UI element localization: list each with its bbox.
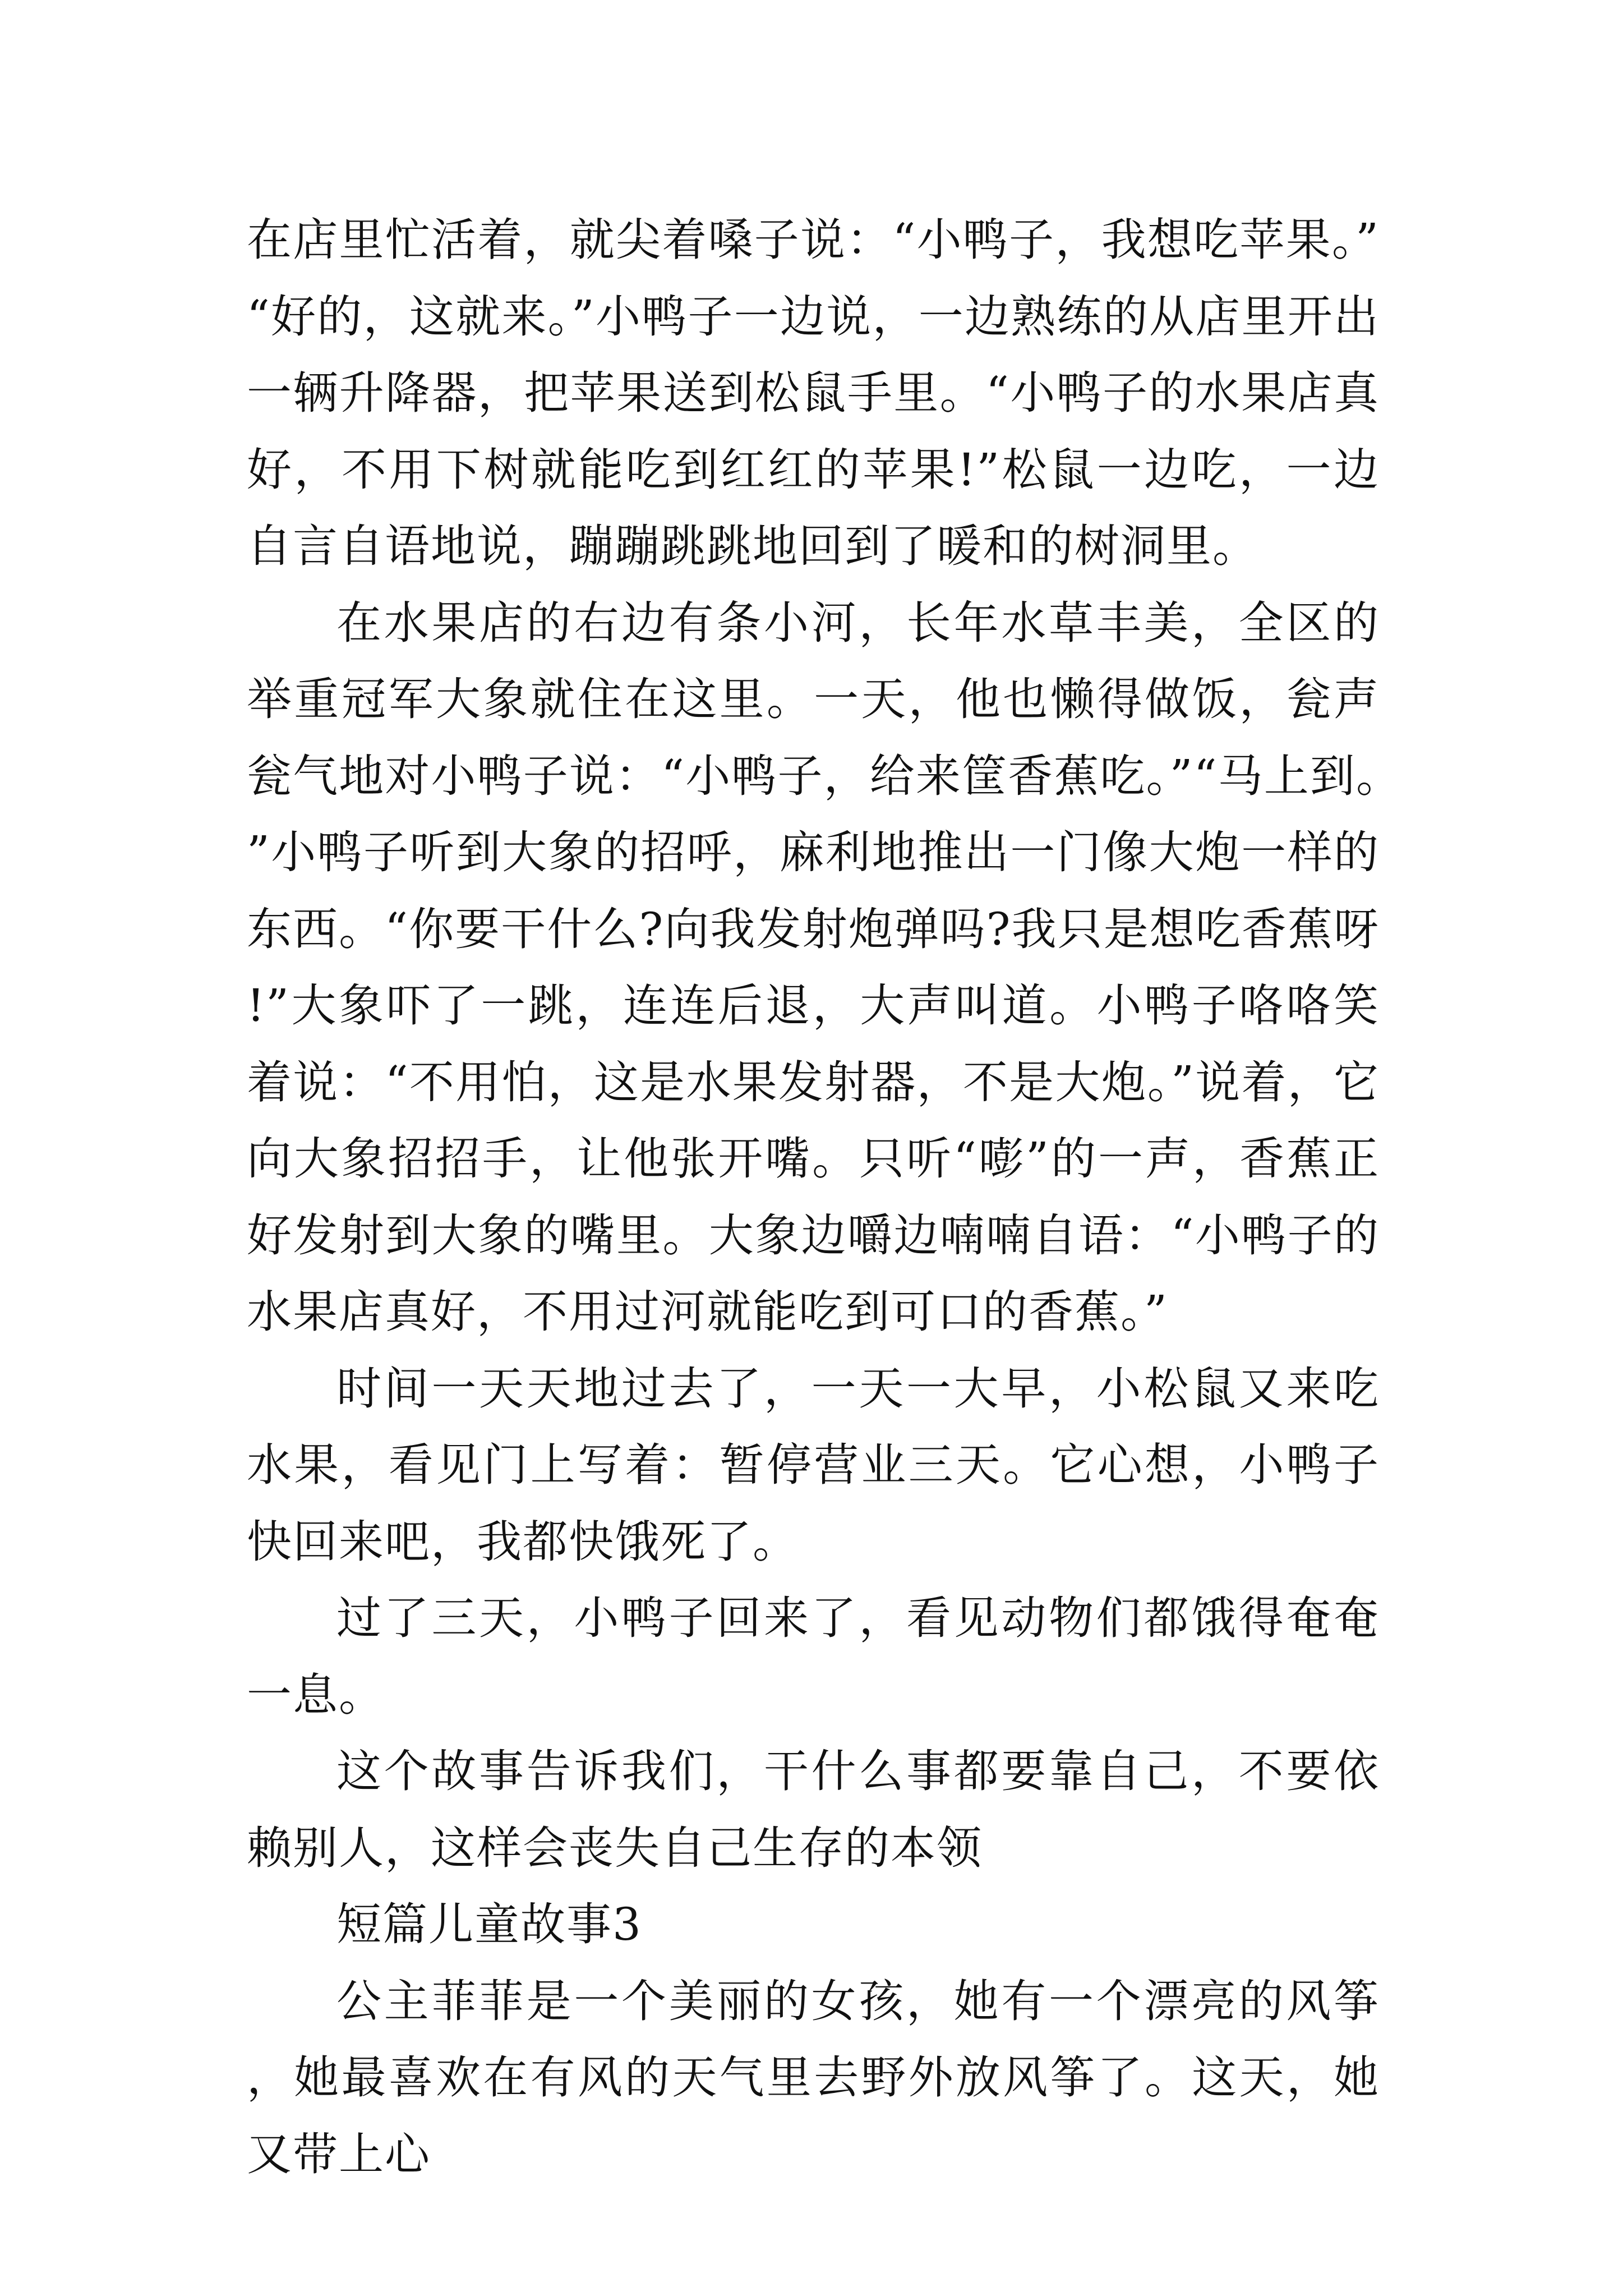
document-body (247, 202, 1380, 2193)
paragraph-continuation: 在店里忙活着，就尖着嗓子说：“小鸭子，我想吃苹果。”“好的，这就来。”小鸭子一边说，一边熟练的从店里开出一辆升降器，把苹果送到松鼠手里。“小鸭子的水果店真好，不用下树就能吃到红红的苹果!”松鼠一边吃，一边自言自语地说，蹦蹦跳跳地回到了暖和的树洞里。 (247, 214, 1380, 572)
paragraph-duck-returns: 过了三天，小鸭子回来了，看见动物们都饿得奄奄一息。 (247, 1592, 1380, 1721)
section-heading: 短篇儿童故事3 (336, 1898, 642, 1950)
paragraph-princess: 公主菲菲是一个美丽的女孩，她有一个漂亮的风筝，她最喜欢在有风的天气里去野外放风筝了。这天，她又带上心 (247, 1975, 1380, 2180)
paragraph-time-passes: 时间一天天地过去了，一天一大早，小松鼠又来吃水果，看见门上写着：暂停营业三天。它心想，小鸭子快回来吧，我都快饿死了。 (247, 1362, 1380, 1568)
paragraph-elephant: 在水果店的右边有条小河，长年水草丰美，全区的举重冠军大象就住在这里。一天，他也懒得做饭，瓮声瓮气地对小鸭子说：“小鸭子，给来筐香蕉吃。”“马上到。”小鸭子听到大象的招呼，麻利地推出一门像大炮一样的东西。“你要干什么?向我发射炮弹吗?我只是想吃香蕉呀!”大象吓了一跳，连连后退，大声叫道。小鸭子咯咯笑着说：“不用怕，这是水果发射器，不是大炮。”说着，它向大象招招手，让他张开嘴。只听“嘭”的一声，香蕉正好发射到大象的嘴里。大象边嚼边喃喃自语：“小鸭子的水果店真好，不用过河就能吃到可口的香蕉。” (247, 596, 1380, 1338)
paragraph-moral: 这个故事告诉我们，干什么事都要靠自己，不要依赖别人，这样会丧失自己生存的本领 (247, 1745, 1380, 1874)
